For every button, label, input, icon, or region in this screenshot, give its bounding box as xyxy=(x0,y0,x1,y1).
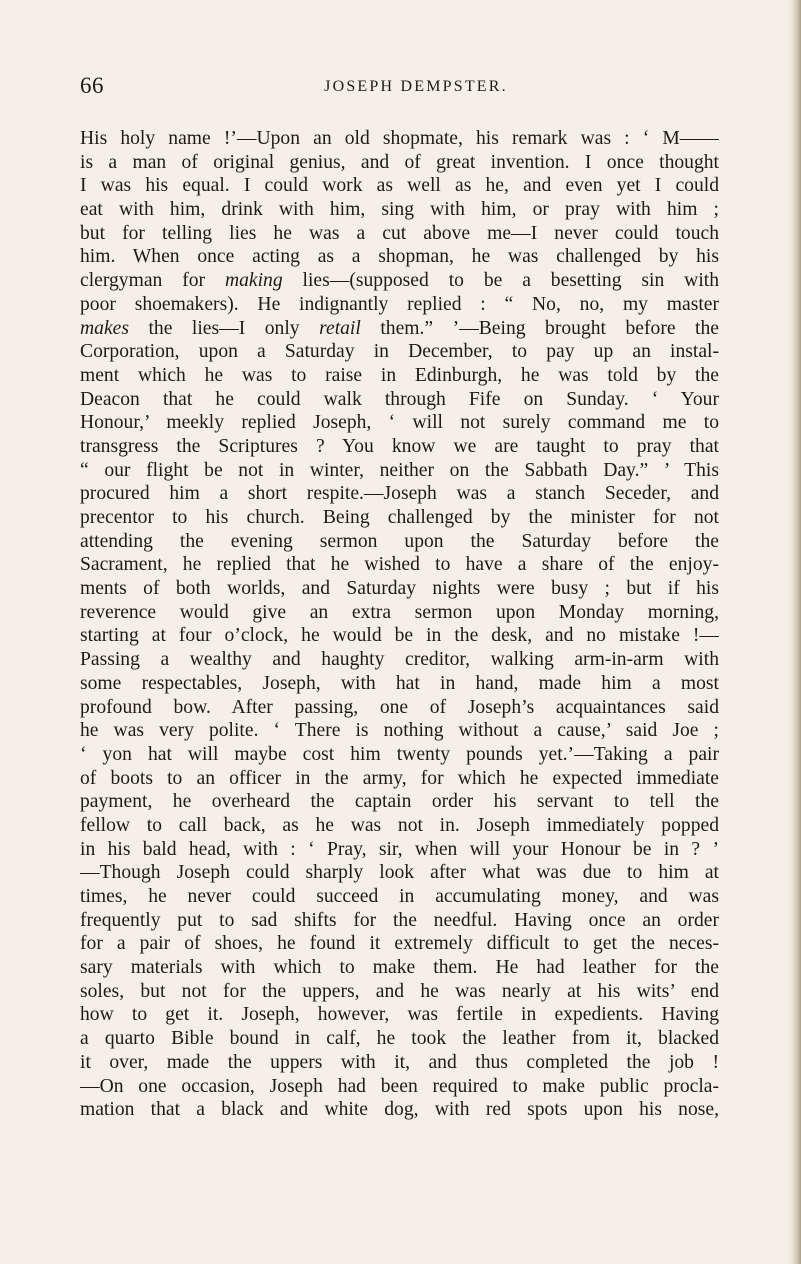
text-line: for a pair of shoes, he found it extremely difficult to get the neces- xyxy=(80,933,719,955)
text-line: Passing a wealthy and haughty creditor, walking arm-in-arm with xyxy=(80,649,719,671)
text-line: times, he never could succeed in accumulating money, and was xyxy=(80,886,719,907)
page-number: 66 xyxy=(80,73,104,98)
text-line: —Though Joseph could sharply look after what was due to him at xyxy=(80,862,719,884)
text-line: payment, he overheard the captain order his servant to tell the xyxy=(80,791,719,813)
text-line: —On one occasion, Joseph had been required to make public procla- xyxy=(80,1075,719,1097)
text-line: attending the evening sermon upon the Saturday before the xyxy=(80,530,719,552)
text-line: procured him a short respite.—Joseph was a stanch Seceder, and xyxy=(80,483,719,505)
page-header xyxy=(80,73,720,101)
text-line: His holy name !’—Upon an old shopmate, his remark was : ‘ M—— xyxy=(80,128,719,149)
text-line: fellow to call back, as he was not in. Joseph immediately popped xyxy=(80,814,719,836)
text-line: but for telling lies he was a cut above me—I never could touch xyxy=(80,222,719,244)
text-line: of boots to an officer in the army, for which he expected immediate xyxy=(80,767,719,789)
text-line: profound bow. After passing, one of Joseph’s acquaintances said xyxy=(80,696,719,718)
text-line: ment which he was to raise in Edinburgh, he was told by the xyxy=(80,364,719,386)
text-line: “ our flight be not in winter, neither on the Sabbath Day.” ’ This xyxy=(80,459,719,481)
text-line: I was his equal. I could work as well as he, and even yet I could xyxy=(80,175,719,197)
text-line: sary materials with which to make them. He had leather for the xyxy=(80,957,719,979)
text-line: transgress the Scriptures ? You know we are taught to pray that xyxy=(80,435,719,457)
text-line: ments of both worlds, and Saturday nights were busy ; but if his xyxy=(80,578,719,600)
text-line: a quarto Bible bound in calf, he took the leather from it, blacked xyxy=(80,1028,719,1050)
text-line: poor shoemakers). He indignantly replied : “ No, no, my master xyxy=(80,293,719,315)
text-line: ‘ yon hat will maybe cost him twenty pounds yet.’—Taking a pair xyxy=(80,743,719,765)
text-line: it over, made the uppers with it, and thus completed the job ! xyxy=(80,1051,719,1073)
text-line: soles, but not for the uppers, and he was nearly at his wits’ end xyxy=(80,980,719,1002)
running-head: JOSEPH DEMPSTER. xyxy=(324,78,508,95)
text-line: clergyman for making lies—(supposed to be a besetting sin with xyxy=(80,270,719,292)
text-line: Corporation, upon a Saturday in December, to pay up an instal- xyxy=(80,341,719,363)
body-text xyxy=(80,127,719,1122)
text-line: Deacon that he could walk through Fife on Sunday. ‘ Your xyxy=(80,388,719,410)
text-line: starting at four o’clock, he would be in the desk, and no mistake !— xyxy=(80,625,719,647)
text-line: how to get it. Joseph, however, was fertile in expedients. Having xyxy=(80,1004,719,1026)
text-line: some respectables, Joseph, with hat in hand, made him a most xyxy=(80,672,719,694)
page-edge-shadow xyxy=(787,0,801,1264)
text-line: precentor to his church. Being challenged by the minister for not xyxy=(80,507,719,528)
text-line: is a man of original genius, and of great invention. I once thought xyxy=(80,151,719,173)
text-line: Sacrament, he replied that he wished to have a share of the enjoy- xyxy=(80,554,719,576)
text-line: in his bald head, with : ‘ Pray, sir, when will your Honour be in ? ’ xyxy=(80,838,719,860)
text-line: makes the lies—I only retail them.” ’—Being brought before the xyxy=(80,317,719,339)
text-line: mation that a black and white dog, with red spots upon his nose, xyxy=(80,1099,719,1121)
text-line: eat with him, drink with him, sing with him, or pray with him ; xyxy=(80,199,719,221)
text-line: Honour,’ meekly replied Joseph, ‘ will not surely command me to xyxy=(80,412,719,434)
text-line: him. When once acting as a shopman, he was challenged by his xyxy=(80,246,719,268)
text-line: frequently put to sad shifts for the needful. Having once an order xyxy=(80,909,719,931)
text-line: reverence would give an extra sermon upon Monday morning, xyxy=(80,601,719,623)
text-line: he was very polite. ‘ There is nothing without a cause,’ said Joe ; xyxy=(80,720,719,742)
